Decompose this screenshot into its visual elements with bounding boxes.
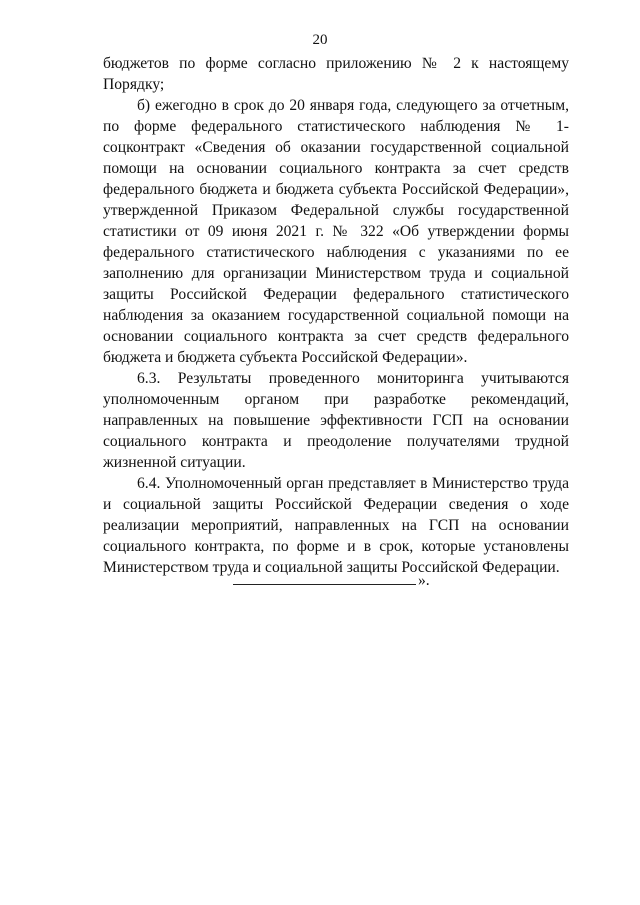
paragraph-continuation: бюджетов по форме согласно приложению № 2 к настоящему Порядку; — [103, 55, 569, 93]
page-number: 20 — [312, 32, 328, 48]
closing-quote: ». — [418, 572, 430, 589]
paragraph-item-b: б) ежегодно в срок до 20 января года, следующего за отчетным, по форме федерального статистического наблюдения № 1-соцконтракт «Сведения об оказании государственной социальной помощи на основании социального контракта за счет средств федерального бюджета и бюджета субъекта Российской Федерации», утвержденной Приказом Федеральной службы государственной статистики от 09 июня 2021 г. № 322 «Об утверждении формы федерального статистического наблюдения с указаниями по ее заполнению для организации Министерством труда и социальной защиты Российской Федерации федерального статистического наблюдения за оказанием государственной социальной помощи на основании социального контракта за счет средств федерального бюджета и бюджета субъекта Российской Федерации». — [103, 97, 569, 366]
document-body — [103, 53, 569, 578]
paragraph-6-3: 6.3. Результаты проведенного мониторинга учитываются уполномоченным органом при разработке рекомендаций, направленных на повышение эффективности ГСП на основании социального контракта и преодоление получателями трудной жизненной ситуации. — [103, 370, 569, 471]
closing-rule — [233, 584, 416, 585]
closing-line-block — [233, 571, 430, 591]
paragraph-6-4: 6.4. Уполномоченный орган представляет в Министерство труда и социальной защиты Российской Федерации сведения о ходе реализации мероприятий, направленных на ГСП на основании социального контракта, по форме и в срок, которые установлены Министерством труда и социальной защиты Российской Федерации. — [103, 475, 569, 576]
